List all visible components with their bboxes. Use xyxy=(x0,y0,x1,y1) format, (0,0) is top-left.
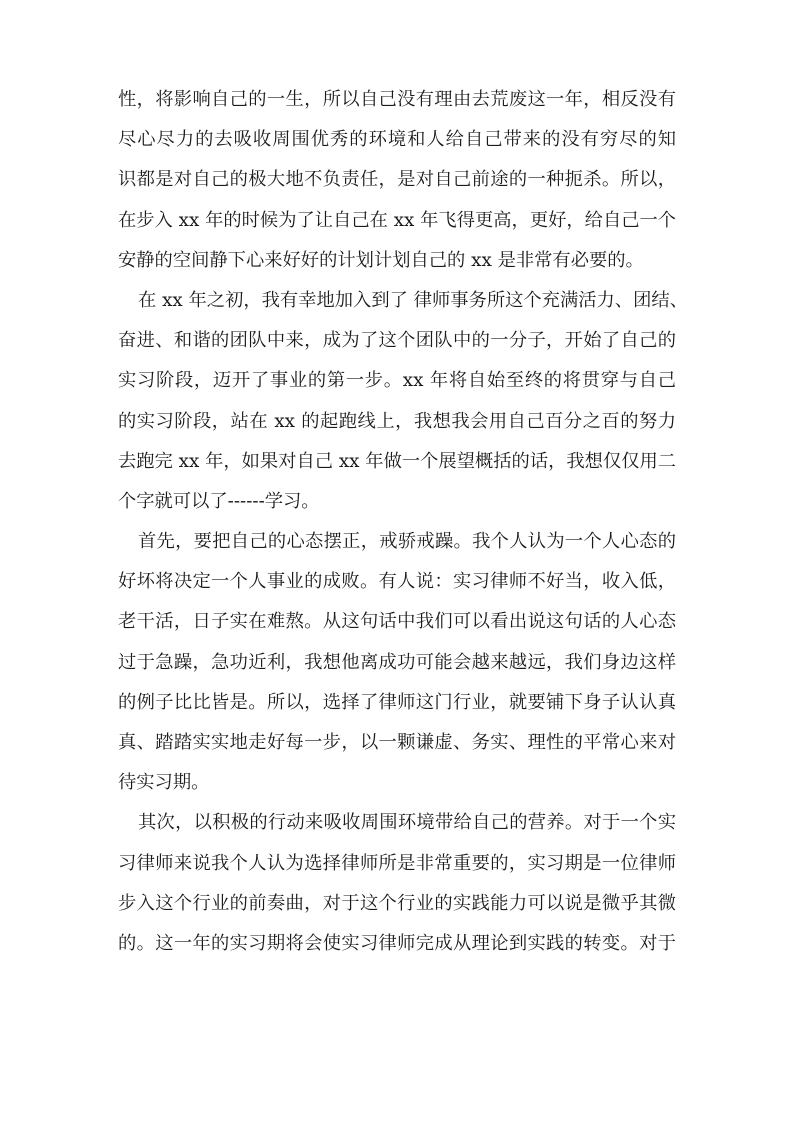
text-line: 去跑完 xx 年，如果对自己 xx 年做一个展望概括的话，我想仅仅用二 xyxy=(118,450,677,472)
text-line: 的例子比比皆是。所以，选择了律师这门行业，就要铺下身子认认真 xyxy=(118,691,676,713)
text-line: 实习阶段，迈开了事业的第一步。xx 年将自始至终的将贯穿与自己 xyxy=(118,370,676,392)
text-line: 首先，要把自己的心态摆正，戒骄戒躁。我个人认为一个人心态的 xyxy=(138,531,676,553)
text-line: 在步入 xx 年的时候为了让自己在 xx 年飞得更高，更好，给自己一个 xyxy=(118,209,677,231)
text-line: 个字就可以了------学习。 xyxy=(118,490,320,512)
text-line: 其次，以积极的行动来吸收周围环境带给自己的营养。对于一个实 xyxy=(138,812,676,834)
text-line: 习律师来说我个人认为选择律师所是非常重要的，实习期是一位律师 xyxy=(118,852,676,874)
text-line: 在 xx 年之初，我有幸地加入到了 律师事务所这个充满活力、团结、 xyxy=(138,289,688,311)
paragraph-1 xyxy=(118,80,676,281)
text-line: 性，将影响自己的一生，所以自己没有理由去荒废这一年，相反没有 xyxy=(118,89,676,110)
paragraph-4 xyxy=(118,803,676,964)
text-line: 老干活，日子实在难熬。从这句话中我们可以看出说这句话的人心态 xyxy=(118,611,676,633)
text-line: 的实习阶段，站在 xx 的起跑线上，我想我会用自己百分之百的努力 xyxy=(118,410,676,432)
paragraph-2 xyxy=(118,281,688,522)
text-line: 待实习期。 xyxy=(118,772,210,794)
text-line: 步入这个行业的前奏曲，对于这个行业的实践能力可以说是微乎其微 xyxy=(118,892,676,914)
text-line: 奋进、和谐的团队中来，成为了这个团队中的一分子，开始了自己的 xyxy=(118,330,676,352)
text-line: 好坏将决定一个人事业的成败。有人说：实习律师不好当，收入低， xyxy=(118,571,676,593)
text-line: 的。这一年的实习期将会使实习律师完成从理论到实践的转变。对于 xyxy=(118,932,676,954)
paragraph-3 xyxy=(118,522,676,803)
document-page xyxy=(118,80,688,964)
text-line: 真、踏踏实实地走好每一步，以一颗谦虚、务实、理性的平常心来对 xyxy=(118,732,676,753)
text-line: 识都是对自己的极大地不负责任，是对自己前途的一种扼杀。所以， xyxy=(118,169,676,191)
text-line: 尽心尽力的去吸收周围优秀的环境和人给自己带来的没有穷尽的知 xyxy=(118,129,676,151)
text-line: 过于急躁，急功近利，我想他离成功可能会越来越远，我们身边这样 xyxy=(118,651,676,673)
text-line: 安静的空间静下心来好好的计划计划自己的 xx 是非常有必要的。 xyxy=(118,249,644,271)
